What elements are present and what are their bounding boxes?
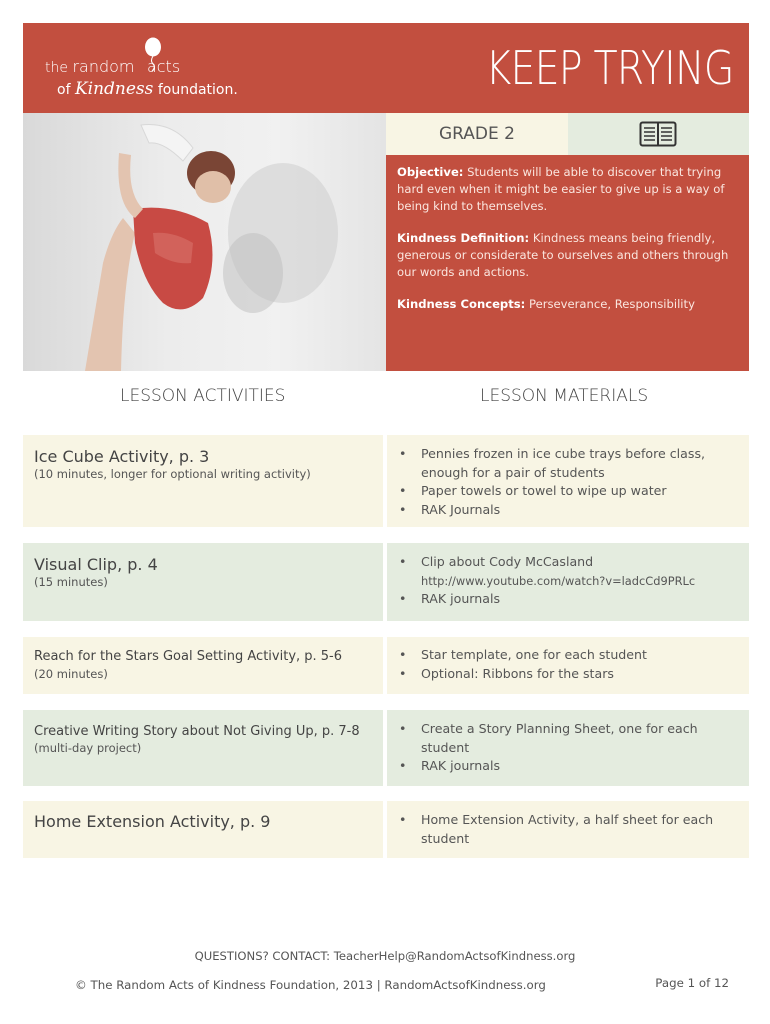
activity-title: Visual Clip, p. 4 — [34, 555, 158, 574]
materials-list — [397, 646, 647, 683]
activity-duration: (multi-day project) — [34, 741, 142, 755]
activities-heading: LESSON ACTIVITIES — [120, 386, 286, 406]
logo-word-acts: acts — [146, 57, 181, 76]
material-item: • Star template, one for each student — [397, 646, 647, 665]
material-item: • RAK Journals — [397, 501, 705, 520]
grade-label: GRADE 2 — [439, 124, 515, 144]
activity-cell — [23, 710, 383, 786]
video-link[interactable]: http://www.youtube.com/watch?v=ladcCd9PRLc — [421, 573, 696, 588]
lesson-row-1 — [23, 435, 749, 527]
book-icon — [639, 121, 677, 147]
gymnast-photo — [23, 113, 386, 371]
gymnast-illustration — [23, 113, 386, 371]
activity-title: Home Extension Activity, p. 9 — [34, 812, 271, 831]
lesson-title: KEEP TRYING — [484, 41, 733, 95]
book-cell — [568, 113, 749, 155]
foundation-logo[interactable] — [45, 43, 255, 103]
activity-duration: (10 minutes, longer for optional writing activity) — [34, 467, 311, 481]
lesson-row-5 — [23, 801, 749, 858]
material-item-continued: enough for a pair of students — [421, 464, 605, 480]
logo-line-2 — [57, 79, 238, 99]
material-item: • RAK journals — [397, 757, 698, 776]
activity-cell — [23, 801, 383, 858]
logo-word-of: of — [57, 82, 71, 98]
activity-title: Reach for the Stars Goal Setting Activity, p. 5-6 — [34, 649, 343, 664]
activity-title: Creative Writing Story about Not Giving Up, p. 7-8 — [34, 724, 360, 739]
materials-cell — [387, 637, 749, 694]
concepts-paragraph: Kindness Concepts: Perseverance, Responsibility — [397, 297, 695, 311]
material-item: • Optional: Ribbons for the stars — [397, 665, 647, 684]
activity-title: Ice Cube Activity, p. 3 — [34, 447, 210, 466]
logo-word-kindness: Kindness — [74, 79, 154, 99]
logo-line-1 — [45, 57, 180, 76]
activity-cell — [23, 543, 383, 621]
material-item-continued: student — [421, 830, 470, 846]
activity-cell — [23, 435, 383, 527]
material-item: • Clip about Cody McCasland — [397, 553, 695, 572]
header-banner — [23, 23, 749, 113]
page-number: Page 1 of 12 — [655, 976, 729, 990]
material-item: • Home Extension Activity, a half sheet for each — [397, 811, 713, 830]
materials-cell — [387, 710, 749, 786]
material-item: • RAK journals — [397, 590, 695, 609]
activity-cell — [23, 637, 383, 694]
activity-duration: (15 minutes) — [34, 575, 108, 589]
logo-word-foundation: foundation. — [157, 82, 238, 98]
logo-word-the: the — [45, 60, 68, 76]
materials-list — [397, 445, 705, 519]
definition-paragraph: Kindness Definition: Kindness means being friendly, generous or considerate to ourselves and others through our words and actions. — [397, 231, 729, 279]
materials-list — [397, 720, 698, 776]
lesson-row-2 — [23, 543, 749, 621]
materials-list — [397, 811, 713, 848]
grade-row — [386, 113, 749, 155]
material-item: • Create a Story Planning Sheet, one for each — [397, 720, 698, 739]
materials-cell — [387, 801, 749, 858]
copyright-line: © The Random Acts of Kindness Foundation, 2013 | RandomActsofKindness.org — [75, 978, 546, 992]
lesson-row-4 — [23, 710, 749, 786]
material-item: • Paper towels or towel to wipe up water — [397, 482, 705, 501]
objective-paragraph: Objective: Students will be able to discover that trying hard even when it might be easier to give up is a way of being kind to themselves. — [397, 165, 725, 213]
materials-list — [397, 553, 695, 609]
logo-word-random: random — [72, 57, 135, 76]
materials-cell — [387, 435, 749, 527]
activity-duration: (20 minutes) — [34, 667, 108, 681]
material-item: • Pennies frozen in ice cube trays before class, — [397, 445, 705, 464]
materials-heading: LESSON MATERIALS — [480, 386, 649, 406]
contact-line[interactable]: QUESTIONS? CONTACT: TeacherHelp@RandomActsofKindness.org — [194, 949, 576, 963]
material-item-continued: student — [421, 739, 470, 755]
lesson-row-3 — [23, 637, 749, 694]
materials-cell — [387, 543, 749, 621]
lesson-overview — [386, 155, 749, 371]
